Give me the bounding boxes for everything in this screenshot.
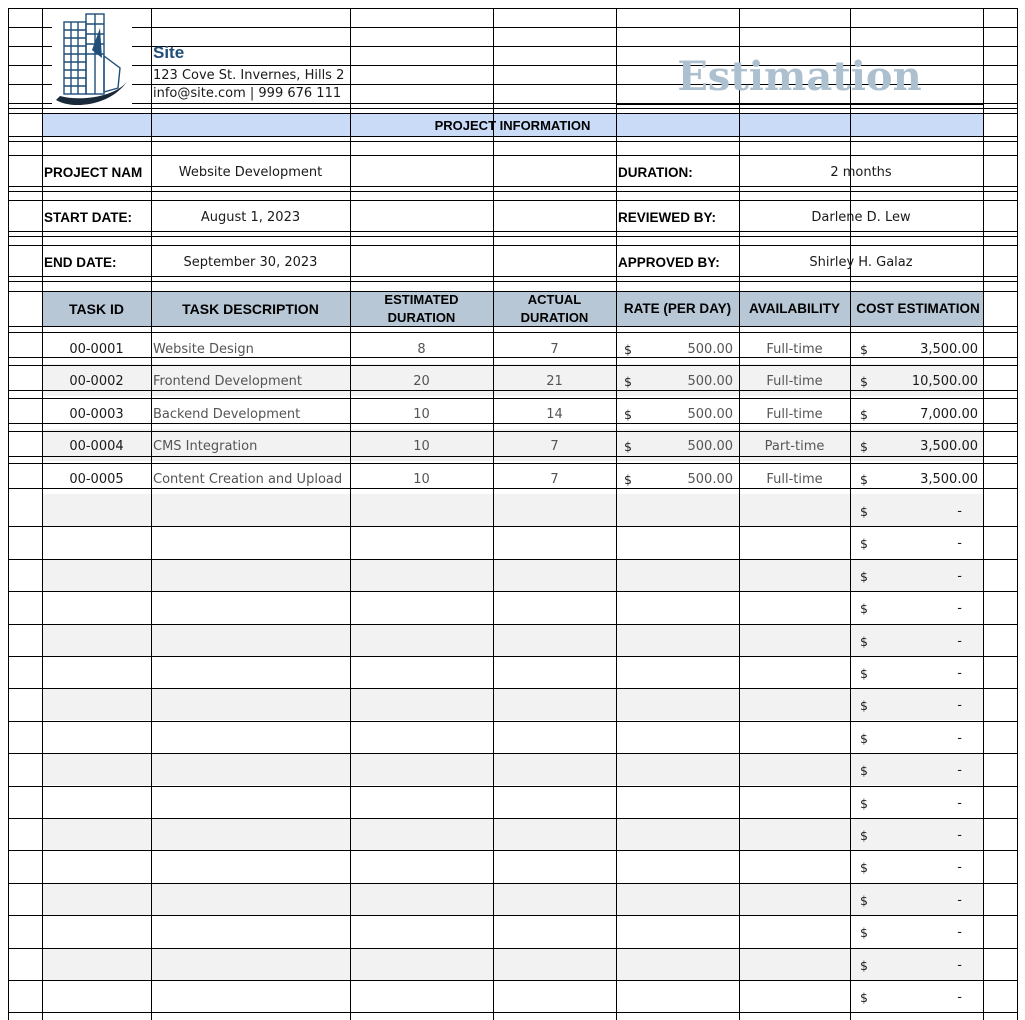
grid-line — [8, 281, 1017, 282]
cost-cell: - — [957, 957, 962, 973]
grid-line — [8, 332, 1017, 333]
task-id-cell: 00-0004 — [69, 438, 124, 454]
title-box-border — [616, 104, 984, 105]
task-description-cell: CMS Integration — [153, 438, 258, 454]
grid-line — [8, 624, 1017, 625]
end-date-label: END DATE: — [44, 254, 117, 270]
grid-line — [8, 155, 1017, 156]
cost-cell: - — [957, 730, 962, 746]
start-date-value: August 1, 2023 — [200, 209, 301, 225]
grid-line — [8, 656, 1017, 657]
cost-cell: - — [957, 762, 962, 778]
estimated-duration-cell: 10 — [413, 471, 430, 487]
title-box-border — [616, 46, 984, 47]
cost-cell: - — [957, 665, 962, 681]
cost-currency: $ — [860, 406, 868, 422]
rate-currency: $ — [624, 438, 632, 454]
cost-cell: - — [957, 503, 962, 519]
task-description-cell: Backend Development — [153, 406, 301, 422]
cost-currency: $ — [860, 957, 868, 973]
task-id-cell: 00-0003 — [69, 406, 124, 422]
cost-currency: $ — [860, 730, 868, 746]
header-actual-line1: ACTUAL — [527, 291, 582, 307]
grid-line — [8, 8, 1017, 9]
grid-line — [8, 27, 1017, 28]
project-name-label: PROJECT NAM — [44, 164, 143, 180]
grid-line — [8, 200, 1017, 201]
header-task-id: TASK ID — [69, 300, 124, 317]
end-date-value: September 30, 2023 — [183, 254, 318, 270]
company-name: Site — [153, 44, 185, 62]
duration-label: DURATION: — [618, 164, 693, 180]
grid-line — [8, 108, 1017, 109]
project-name-value: Website Development — [178, 164, 323, 180]
cost-cell: - — [957, 633, 962, 649]
cost-cell: - — [957, 697, 962, 713]
row-stripe — [42, 494, 983, 526]
cost-cell: 3,500.00 — [920, 438, 978, 454]
row-stripe — [42, 753, 983, 785]
section-title: PROJECT INFORMATION — [434, 117, 591, 133]
cost-currency: $ — [860, 471, 868, 487]
grid-line — [8, 8, 9, 1020]
cost-currency: $ — [860, 989, 868, 1005]
actual-duration-cell: 14 — [546, 406, 563, 422]
grid-line — [983, 8, 984, 1020]
duration-value: 2 months — [830, 164, 892, 180]
cost-cell: - — [957, 795, 962, 811]
actual-duration-cell: 7 — [550, 341, 559, 357]
cost-cell: - — [957, 827, 962, 843]
grid-line — [151, 8, 152, 1020]
availability-cell: Full-time — [766, 471, 823, 487]
task-description-cell: Content Creation and Upload — [153, 471, 343, 487]
header-cost-estimation: COST ESTIMATION — [856, 300, 980, 316]
grid-line — [8, 141, 1017, 142]
grid-line — [616, 8, 617, 1020]
row-stripe — [42, 688, 983, 720]
grid-line — [8, 1012, 1017, 1013]
rate-cell: 500.00 — [687, 373, 733, 389]
cost-currency: $ — [860, 697, 868, 713]
rate-cell: 500.00 — [687, 438, 733, 454]
grid-line — [739, 8, 740, 1020]
grid-line — [8, 915, 1017, 916]
estimated-duration-cell: 8 — [417, 341, 426, 357]
grid-line — [850, 8, 851, 1020]
task-id-cell: 00-0002 — [69, 373, 124, 389]
cost-cell: - — [957, 859, 962, 875]
grid-line — [8, 591, 1017, 592]
grid-line — [8, 191, 1017, 192]
header-task-description: TASK DESCRIPTION — [182, 300, 319, 317]
availability-cell: Full-time — [766, 373, 823, 389]
actual-duration-cell: 7 — [550, 471, 559, 487]
header-estimated-line2: DURATION — [387, 309, 456, 325]
cost-currency: $ — [860, 503, 868, 519]
task-description-cell: Frontend Development — [153, 373, 303, 389]
grid-line — [8, 948, 1017, 949]
cost-currency: $ — [860, 535, 868, 551]
task-description-cell: Website Design — [153, 341, 254, 357]
rate-cell: 500.00 — [687, 471, 733, 487]
company-address: 123 Cove St. Invernes, Hills 2 — [153, 67, 345, 83]
grid-line — [8, 753, 1017, 754]
row-stripe — [42, 818, 983, 850]
grid-line — [8, 186, 1017, 187]
company-contact: info@site.com | 999 676 111 — [153, 85, 342, 101]
task-id-cell: 00-0005 — [69, 471, 124, 487]
availability-cell: Part-time — [764, 438, 825, 454]
task-id-cell: 00-0001 — [69, 341, 124, 357]
grid-line — [8, 463, 1017, 464]
cost-currency: $ — [860, 859, 868, 875]
rate-currency: $ — [624, 373, 632, 389]
cost-currency: $ — [860, 892, 868, 908]
header-actual-duration — [493, 290, 616, 327]
grid-line — [8, 365, 1017, 366]
cost-currency: $ — [860, 600, 868, 616]
cost-currency: $ — [860, 373, 868, 389]
grid-line — [493, 8, 494, 1020]
rate-cell: 500.00 — [687, 406, 733, 422]
cost-cell: - — [957, 568, 962, 584]
estimated-duration-cell: 20 — [413, 373, 430, 389]
header-actual-line2: DURATION — [520, 309, 589, 325]
grid-line — [8, 818, 1017, 819]
grid-line — [8, 398, 1017, 399]
grid-line — [8, 245, 1017, 246]
cost-currency: $ — [860, 341, 868, 357]
cost-cell: 7,000.00 — [920, 406, 978, 422]
cost-cell: 10,500.00 — [911, 373, 978, 389]
cost-cell: - — [957, 924, 962, 940]
grid-line — [8, 786, 1017, 787]
grid-line — [8, 850, 1017, 851]
grid-line — [8, 883, 1017, 884]
header-estimated-duration — [350, 290, 493, 327]
grid-line — [8, 559, 1017, 560]
cost-cell: 3,500.00 — [920, 471, 978, 487]
availability-cell: Full-time — [766, 341, 823, 357]
cost-currency: $ — [860, 568, 868, 584]
cost-currency: $ — [860, 924, 868, 940]
start-date-label: START DATE: — [44, 209, 132, 225]
rate-currency: $ — [624, 471, 632, 487]
cost-cell: - — [957, 892, 962, 908]
reviewed-by-value: Darlene D. Lew — [811, 209, 911, 225]
header-estimated-line1: ESTIMATED — [384, 291, 459, 307]
estimated-duration-cell: 10 — [413, 438, 430, 454]
approved-by-label: APPROVED BY: — [618, 254, 720, 270]
cost-cell: - — [957, 989, 962, 1005]
row-stripe — [42, 624, 983, 656]
cost-currency: $ — [860, 795, 868, 811]
grid-line — [350, 8, 351, 1020]
estimated-duration-cell: 10 — [413, 406, 430, 422]
header-rate: RATE (PER DAY) — [623, 300, 732, 316]
rate-currency: $ — [624, 341, 632, 357]
cost-cell: 3,500.00 — [920, 341, 978, 357]
grid-line — [8, 431, 1017, 432]
grid-line — [8, 980, 1017, 981]
cost-currency: $ — [860, 762, 868, 778]
grid-line — [42, 8, 43, 1020]
cost-currency: $ — [860, 665, 868, 681]
rate-currency: $ — [624, 406, 632, 422]
page-title: Estimation — [677, 52, 922, 100]
cost-cell: - — [957, 600, 962, 616]
actual-duration-cell: 21 — [546, 373, 563, 389]
cost-currency: $ — [860, 633, 868, 649]
row-stripe — [42, 948, 983, 980]
building-logo-icon — [52, 10, 132, 108]
grid-line — [8, 276, 1017, 277]
cost-currency: $ — [860, 827, 868, 843]
grid-line — [8, 236, 1017, 237]
grid-line — [8, 231, 1017, 232]
actual-duration-cell: 7 — [550, 438, 559, 454]
availability-cell: Full-time — [766, 406, 823, 422]
grid-line — [1017, 8, 1018, 1020]
header-availability: AVAILABILITY — [749, 300, 840, 316]
row-stripe — [42, 883, 983, 915]
grid-line — [8, 526, 1017, 527]
grid-line — [8, 688, 1017, 689]
rate-cell: 500.00 — [687, 341, 733, 357]
approved-by-value: Shirley H. Galaz — [809, 254, 913, 270]
reviewed-by-label: REVIEWED BY: — [618, 209, 717, 225]
cost-cell: - — [957, 535, 962, 551]
grid-line — [8, 136, 1017, 137]
cost-currency: $ — [860, 438, 868, 454]
row-stripe — [42, 559, 983, 591]
grid-line — [8, 721, 1017, 722]
